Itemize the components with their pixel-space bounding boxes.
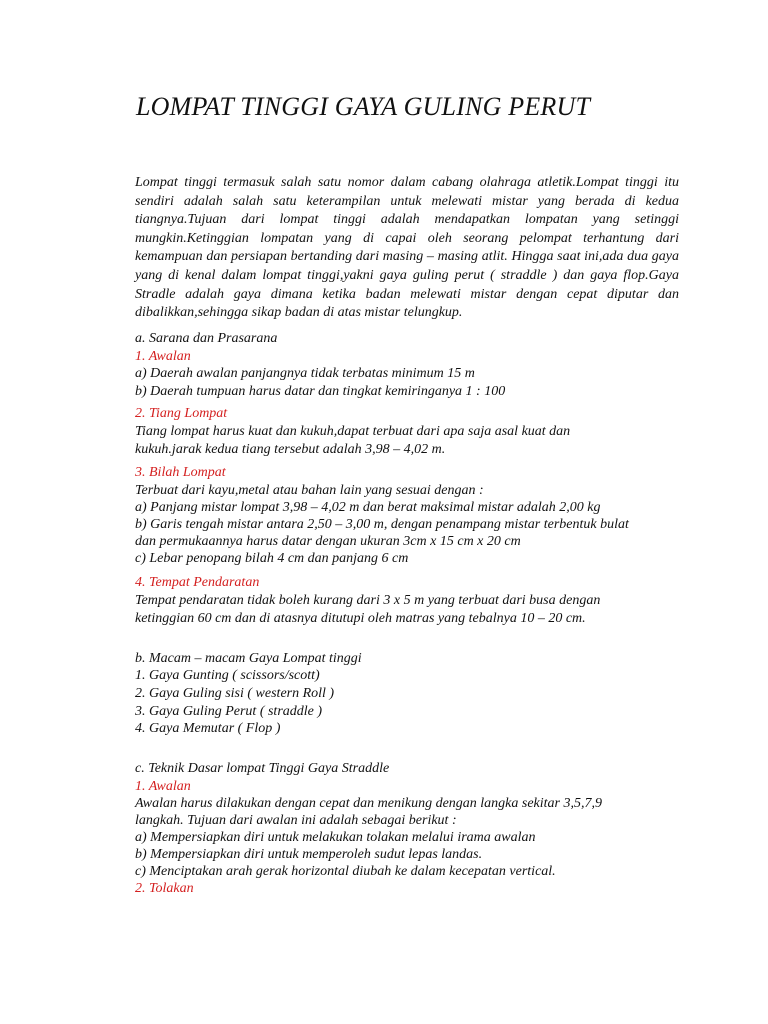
- tiang-line-2: kukuh.jarak kedua tiang tersebut adalah 3,98 – 4,02 m.: [135, 442, 446, 457]
- section-b-heading: b. Macam – macam Gaya Lompat tinggi: [135, 651, 362, 666]
- teknik-awalan-heading: 1. Awalan: [135, 779, 191, 794]
- awalan-heading: 1. Awalan: [135, 349, 191, 364]
- tiang-line-1: Tiang lompat harus kuat dan kukuh,dapat terbuat dari apa saja asal kuat dan: [135, 424, 571, 439]
- pendaratan-heading: 4. Tempat Pendaratan: [135, 575, 260, 590]
- bilah-heading: 3. Bilah Lompat: [135, 465, 226, 480]
- section-c-heading: c. Teknik Dasar lompat Tinggi Gaya Straddle: [135, 761, 390, 776]
- teknik-awalan-line-1: Awalan harus dilakukan dengan cepat dan menikung dengan langka sekitar 3,5,7,9: [135, 796, 602, 811]
- bilah-line-4: dan permukaannya harus datar dengan ukuran 3cm x 15 cm x 20 cm: [135, 534, 521, 549]
- teknik-awalan-line-3: a) Mempersiapkan diri untuk melakukan tolakan melalui irama awalan: [135, 830, 536, 845]
- list-item: 4. Gaya Memutar ( Flop ): [135, 721, 281, 736]
- awalan-line-b: b) Daerah tumpuan harus datar dan tingkat kemiringanya 1 : 100: [135, 384, 506, 399]
- pendaratan-line-1: Tempat pendaratan tidak boleh kurang dari 3 x 5 m yang terbuat dari busa dengan: [135, 593, 601, 608]
- tolakan-heading: 2. Tolakan: [135, 881, 194, 896]
- page-title: LOMPAT TINGGI GAYA GULING PERUT: [136, 92, 591, 121]
- bilah-line-3: b) Garis tengah mistar antara 2,50 – 3,00 m, dengan penampang mistar terbentuk bulat: [135, 517, 629, 532]
- bilah-line-2: a) Panjang mistar lompat 3,98 – 4,02 m dan berat maksimal mistar adalah 2,00 kg: [135, 500, 601, 515]
- list-item: 1. Gaya Gunting ( scissors/scott): [135, 668, 320, 683]
- list-item: 2. Gaya Guling sisi ( western Roll ): [135, 686, 335, 701]
- teknik-awalan-line-2: langkah. Tujuan dari awalan ini adalah sebagai berikut :: [135, 813, 457, 828]
- awalan-line-a: a) Daerah awalan panjangnya tidak terbatas minimum 15 m: [135, 366, 475, 381]
- teknik-awalan-line-4: b) Mempersiapkan diri untuk memperoleh sudut lepas landas.: [135, 847, 483, 862]
- bilah-line-1: Terbuat dari kayu,metal atau bahan lain yang sesuai dengan :: [135, 483, 484, 498]
- section-a-heading: a. Sarana dan Prasarana: [135, 331, 278, 346]
- tiang-heading: 2. Tiang Lompat: [135, 406, 228, 421]
- teknik-awalan-line-5: c) Menciptakan arah gerak horizontal diubah ke dalam kecepatan vertical.: [135, 864, 556, 879]
- pendaratan-line-2: ketinggian 60 cm dan di atasnya ditutupi oleh matras yang tebalnya 10 – 20 cm.: [135, 611, 586, 626]
- bilah-line-5: c) Lebar penopang bilah 4 cm dan panjang 6 cm: [135, 551, 409, 566]
- intro-paragraph: Lompat tinggi termasuk salah satu nomor dalam cabang olahraga atletik.Lompat tinggi itu sendiri adalah salah satu keterampilan untuk melewati mistar yang berada di kedua tiangnya.Tujuan dari lompat tinggi adalah mendapatkan lompatan yang setinggi mungkin.Ketinggian lompatan yang di capai oleh seorang pelompat terhantung dari kemampuan dan persiapan bertanding dari masing – masing atlit. Hingga saat ini,ada dua gaya yang di kenal dalam lompat tinggi,yakni gaya guling perut ( straddle ) dan gaya flop.Gaya Stradle adalah gaya dimana ketika badan melewati mistar dengan cepat diputar dan dibalikkan,sehingga sikap badan di atas mistar telungkup.: [135, 175, 679, 321]
- list-item: 3. Gaya Guling Perut ( straddle ): [135, 704, 323, 719]
